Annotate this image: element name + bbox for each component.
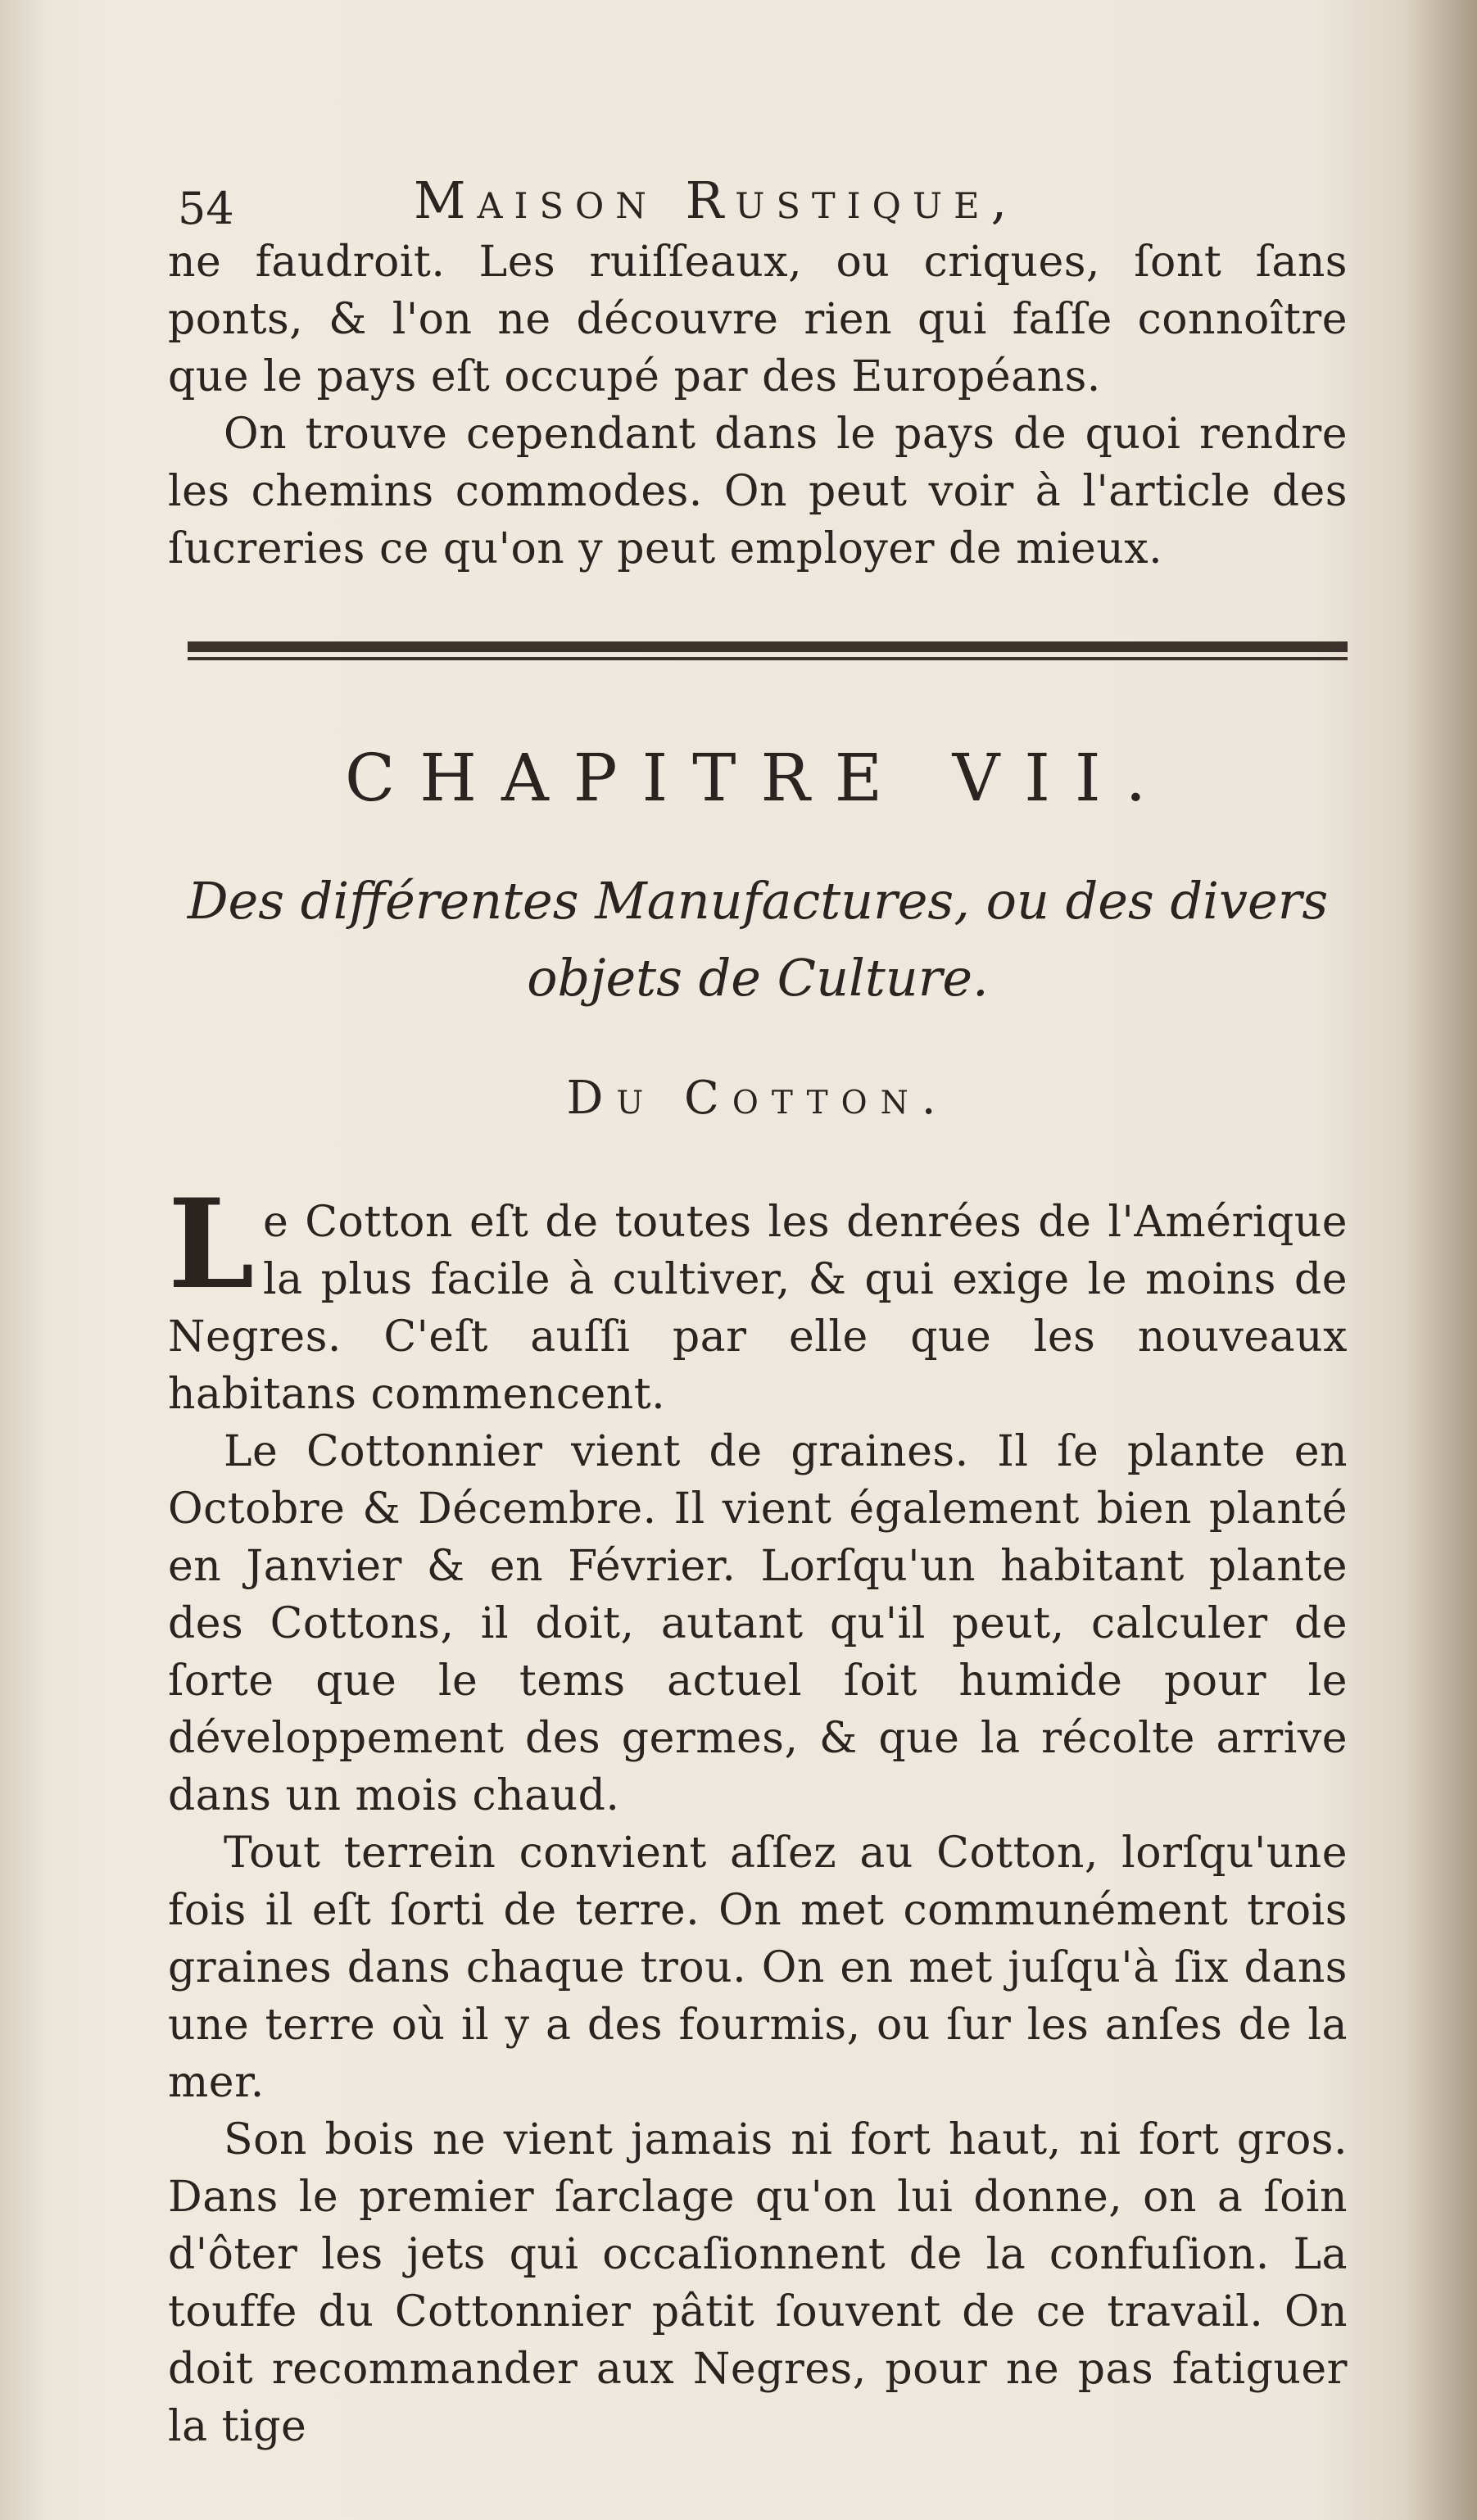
intro-paragraph-1: ne faudroit. Les ruiſſeaux, ou criques, ſont ſans ponts, & l'on ne découvre rien qui faſſe connoître que le pays eſt occupé par des Européans. (168, 238, 1348, 401)
section-paragraph-3: Tout terrein convient aſſez au Cotton, lorſqu'une fois il eſt ſorti de terre. On met communément trois graines dans chaque trou. On en met juſqu'à ſix dans une terre où il y a des fourmis, ou ſur les anſes de la mer. (168, 1829, 1348, 2107)
running-head-title: Maison Rustique, (414, 170, 1019, 230)
page-content (168, 168, 1348, 2455)
section-paragraph-1 (168, 1172, 1348, 1423)
divider-thin-line (188, 657, 1348, 660)
intro-paragraph-2: On trouve cependant dans le pays de quoi rendre les chemins commodes. On peut voir à l'article des ſucreries ce qu'on y peut employer de mieux. (168, 410, 1348, 573)
drop-cap: L (168, 1172, 255, 1317)
section-paragraph-2: Le Cottonnier vient de graines. Il ſe plante en Octobre & Décembre. Il vient également bien planté en Janvier & en Février. Lorſqu'un habitant plante des Cottons, il doit, autant qu'il peut, calculer de ſorte que le tems actuel ſoit humide pour le développement des germes, & que la récolte arrive dans un mois chaud. (168, 1427, 1348, 1820)
section-paragraph-1-text: e Cotton eſt de toutes les denrées de l'Amérique la plus facile à cultiver, & qui exige le moins de Negres. C'eſt auſſi par elle que les nouveaux habitans commencent. (168, 1198, 1348, 1419)
section-body (168, 1172, 1348, 2455)
chapter-subtitle: Des différentes Manufactures, ou des divers objets de Culture. (187, 871, 1329, 1008)
divider-thick-line (188, 641, 1348, 652)
chapter-heading: CHAPITRE VII. (344, 740, 1171, 816)
running-head (168, 168, 1348, 233)
chapter-divider-rule (168, 641, 1348, 666)
page-number: 54 (178, 183, 234, 234)
section-heading: Du Cotton. (566, 1072, 949, 1125)
page-edge-shadow (1403, 0, 1477, 2520)
section-paragraph-4: Son bois ne vient jamais ni fort haut, ni fort gros. Dans le premier ſarclage qu'on lui donne, on a ſoin d'ôter les jets qui occaſionnent de la confuſion. La touffe du Cottonnier pâtit ſouvent de ce travail. On doit recommander aux Negres, pour ne pas fatiguer la tige (168, 2115, 1348, 2451)
